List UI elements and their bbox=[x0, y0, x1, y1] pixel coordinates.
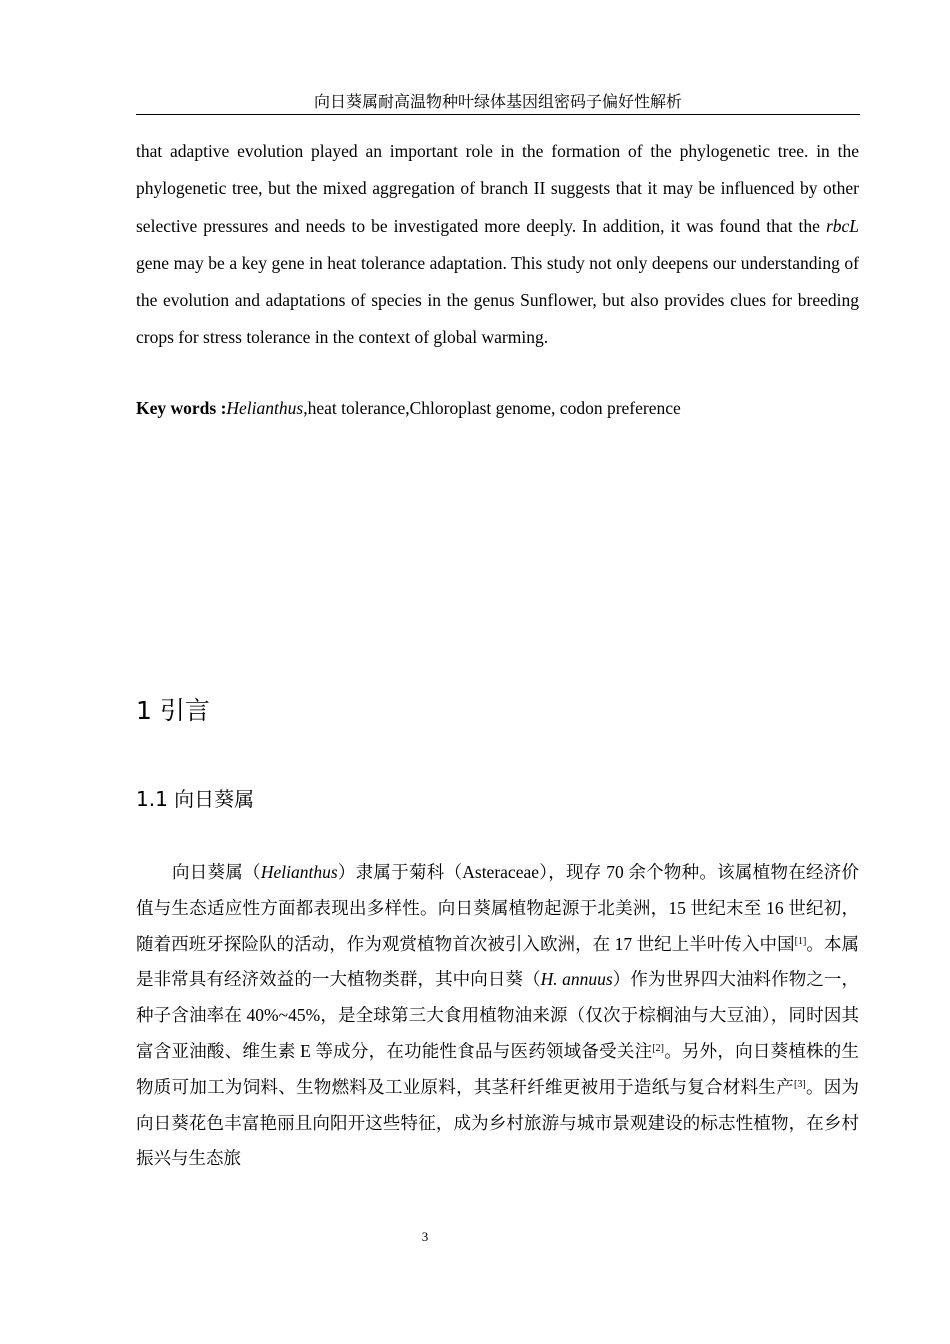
citation-1: [1] bbox=[794, 935, 807, 947]
section-heading: 1 引言 bbox=[136, 696, 210, 725]
keyword-genus: Helianthus bbox=[226, 398, 304, 418]
citation-2: [2] bbox=[652, 1042, 664, 1054]
body-text-3: 。本属是非常具有经济效益的一大植物类群，其中向日葵（ bbox=[136, 933, 860, 990]
keywords-label: Key words : bbox=[136, 398, 227, 418]
body-text-2: ）隶属于菊科（Asteraceae），现存 70 余个物种。该属植物在经济价值与生态适应性方面都表现出多样性。向日葵属植物起源于北美洲，15 世纪末至 16 世纪初，随着西班牙探险队的活动，作为观赏植物首次被引入欧洲，在 17 世纪上半叶传入中国 bbox=[136, 862, 859, 954]
body-text-5: 。另外，向日葵植株的生物质可加工为饲料、生物燃料及工业原料，其茎秆纤维更被用于造纸与复合材料生产 bbox=[136, 1040, 859, 1097]
running-title: 向日葵属耐高温物种叶绿体基因组密码子偏好性解析 bbox=[313, 92, 682, 111]
keywords-rest: ,heat tolerance,Chloroplast genome, codon preference bbox=[303, 398, 681, 418]
keywords-line bbox=[136, 393, 859, 423]
gene-name: rbcL bbox=[825, 215, 859, 236]
abstract-text-2: gene may be a key gene in heat tolerance adaptation. This study not only deepens our understanding of the evolution and adaptations of species in the genus Sunflower, but also provides clues for breeding crops for stress tolerance in the context of global warming. bbox=[136, 252, 859, 348]
body-text-6: 。因为向日葵花色丰富艳丽且向阳开这些特征，成为乡村旅游与城市景观建设的标志性植物，在乡村振兴与生态旅 bbox=[136, 1076, 860, 1169]
body-text-1: 向日葵属（ bbox=[172, 862, 261, 882]
body-text-4: ）作为世界四大油料作物之一，种子含油率在 40%~45%，是全球第三大食用植物油来源（仅次于棕榈油与大豆油），同时因其富含亚油酸、维生素 E 等成分，在功能性食品与医药领域备受关注 bbox=[136, 969, 860, 1061]
abstract-paragraph bbox=[136, 133, 859, 357]
running-header bbox=[136, 92, 860, 115]
subsection-heading: 1.1 向日葵属 bbox=[136, 787, 255, 811]
citation-3: [3] bbox=[793, 1078, 806, 1090]
species-name: H. annuus bbox=[540, 969, 613, 990]
body-paragraph bbox=[136, 855, 859, 1177]
page-number: 3 bbox=[421, 1229, 429, 1244]
genus-name: Helianthus bbox=[260, 862, 338, 882]
abstract-text-1: that adaptive evolution played an important role in the formation of the phylogenetic tree. in the phylogenetic tree, but the mixed aggregation of branch II suggests that it may be influenced by other selective pressures and needs to be investigated more deeply. In addition, it was found that the bbox=[136, 141, 859, 236]
